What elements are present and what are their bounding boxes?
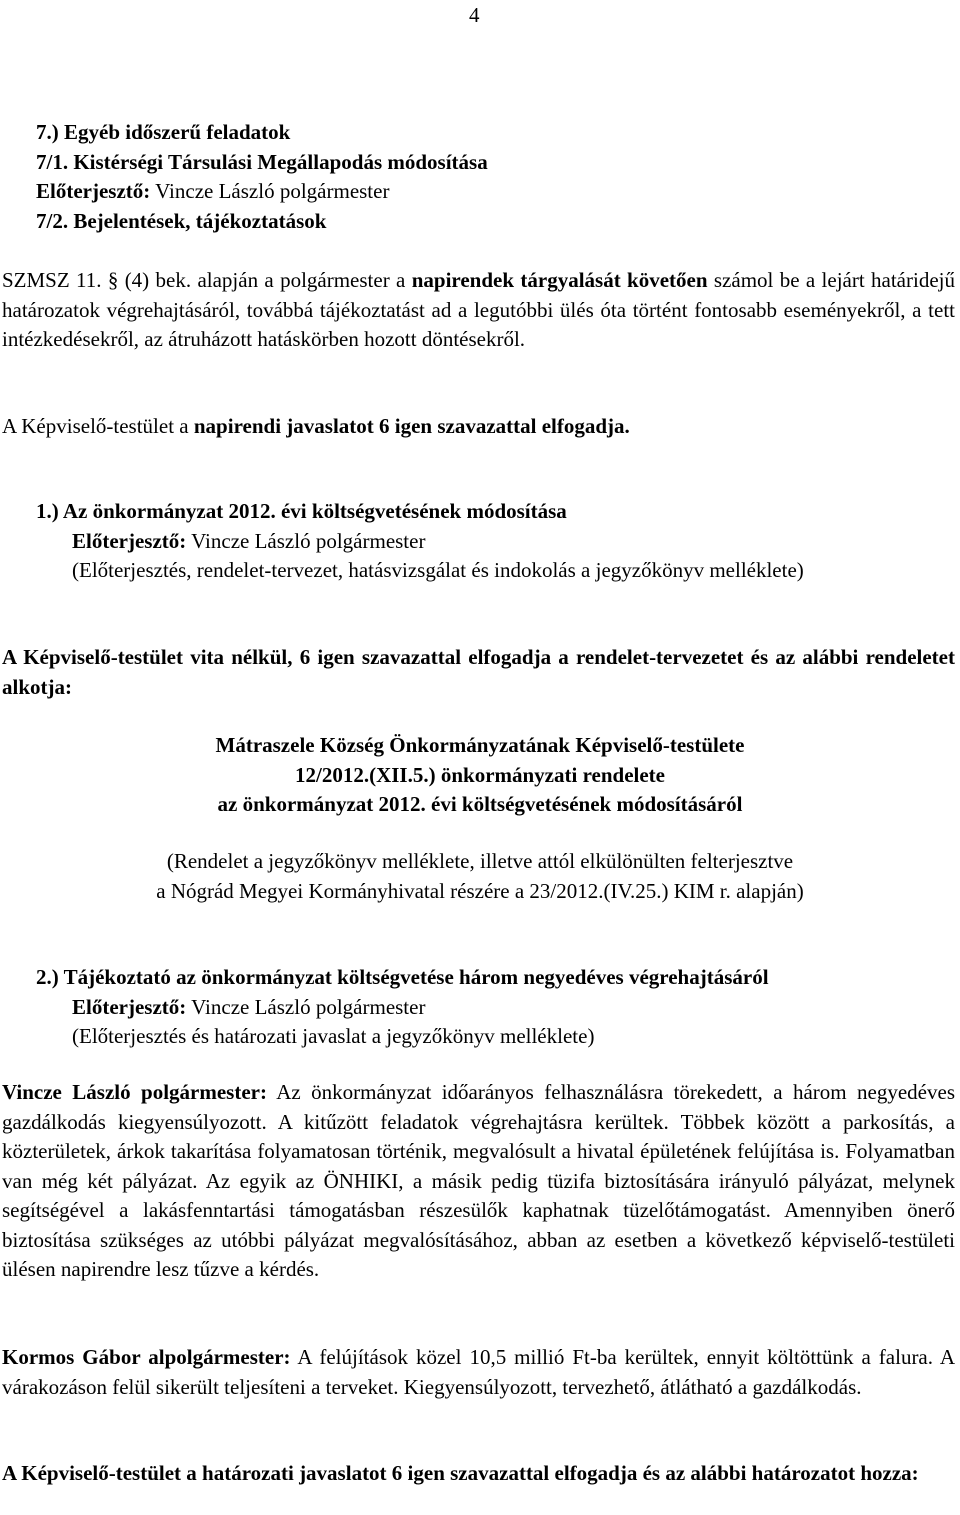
agenda-presenter	[36, 177, 960, 207]
agenda-item-1: 7/1. Kistérségi Társulási Megállapodás módosítása	[36, 149, 488, 174]
vote-agenda	[0, 412, 955, 442]
vote-regulation	[0, 643, 955, 702]
item-1-presenter	[72, 527, 960, 557]
presenter-label: Előterjesztő:	[72, 994, 187, 1019]
agenda-section	[36, 118, 960, 236]
page-number: 4	[469, 3, 480, 27]
item-1-attachments: (Előterjesztés, rendelet-tervezet, hatásvizsgálat és indokolás a jegyzőkönyv melléklete)	[72, 558, 804, 582]
speech-deputy-text: A felújítások közel 10,5 millió Ft-ba kerültek, ennyit költöttünk a falura. A várakozáson felül sikerült teljesíteni a terveket. Kiegyensúlyozott, tervezhető, átlátható a gazdálkodás.	[2, 1345, 955, 1399]
vote-resolution	[0, 1459, 955, 1489]
szmsz-prefix: SZMSZ 11. § (4) bek. alapján a polgármester a	[2, 268, 412, 292]
szmsz-rest: számol be a lejárt határidejű határozatok végrehajtásáról, továbbá tájékoztatást ad a legutóbbi ülés óta történt fontosabb eseményekről, a tett intézkedésekről, az átruházott hatáskörben hozott döntésekről.	[2, 268, 955, 351]
vote3-text: A Képviselő-testület a határozati javaslatot 6 igen szavazattal elfogadja és az alábbi határozatot hozza:	[2, 1461, 919, 1485]
item-1-title: 1.) Az önkormányzat 2012. évi költségvetésének módosítása	[36, 499, 567, 523]
speech-deputy-mayor	[0, 1343, 955, 1402]
speech-mayor	[0, 1078, 955, 1285]
presenter-label: Előterjesztő:	[36, 179, 151, 203]
presenter-name: Vincze László polgármester	[191, 528, 426, 553]
presenter-name: Vincze László polgármester	[191, 994, 426, 1019]
regulation-note-2: a Nógrád Megyei Kormányhivatal részére a 23/2012.(IV.25.) KIM r. alapján)	[156, 878, 804, 903]
vote2-text: A Képviselő-testület vita nélkül, 6 igen szavazattal elfogadja a rendelet-tervezetet és az alábbi rendeletet alkotja:	[2, 645, 955, 699]
regulation-line-2: 12/2012.(XII.5.) önkormányzati rendelete	[295, 762, 665, 787]
regulation-line-1: Mátraszele Község Önkormányzatának Képviselő-testülete	[215, 733, 745, 757]
agenda-item-2: 7/2. Bejelentések, tájékoztatások	[36, 208, 327, 233]
item-2-attachments: (Előterjesztés és határozati javaslat a jegyzőkönyv melléklete)	[72, 1024, 595, 1048]
presenter-name: Vincze László polgármester	[155, 179, 390, 203]
agenda-heading: 7.) Egyéb időszerű feladatok	[36, 120, 291, 144]
item-1-section	[36, 497, 960, 586]
szmsz-bold: napirendek tárgyalását követően	[411, 268, 708, 292]
speech-mayor-text: Az önkormányzat időarányos felhasználásra törekedett, a három negyedéves gazdálkodás kiegyensúlyozott. A kitűzött feladatok végrehajtásra kerültek. Többek között a parkosítás, a közterületek, árkok takarítása folyamatosan történik, megvalósult a hivatal épületének felújítása is. Folyamatban van még két pályázat. Az egyik az ÖNHIKI, a másik pedig tüzifa biztosítására irányuló pályázat, melynek segítségével a lakásfenntartási támogatásban részesülők kaphatnak tüzelőtámogatást. Amennyiben önerő biztosítása szükséges az utóbbi pályázat megvalósításához, abban az esetben a következő képviselő-testületi ülésen napirendre lesz tűzve a kérdés.	[2, 1080, 955, 1281]
regulation-note-1: (Rendelet a jegyzőkönyv melléklete, illetve attól elkülönülten felterjesztve	[166, 849, 794, 873]
vote1-bold: napirendi javaslatot 6 igen szavazattal elfogadja.	[193, 414, 630, 438]
vote1-prefix: A Képviselő-testület a	[2, 414, 194, 438]
speaker-mayor: Vincze László polgármester:	[2, 1080, 267, 1104]
presenter-label: Előterjesztő:	[72, 528, 187, 553]
item-2-section	[36, 963, 960, 1052]
regulation-note	[0, 847, 960, 906]
item-2-title: 2.) Tájékoztató az önkormányzat költségvetése három negyedéves végrehajtásáról	[36, 965, 769, 989]
item-2-presenter	[72, 993, 960, 1023]
regulation-title	[0, 731, 960, 820]
speaker-deputy-mayor: Kormos Gábor alpolgármester:	[2, 1345, 291, 1369]
szmsz-paragraph	[0, 266, 955, 355]
regulation-line-3: az önkormányzat 2012. évi költségvetésének módosításáról	[217, 792, 743, 816]
